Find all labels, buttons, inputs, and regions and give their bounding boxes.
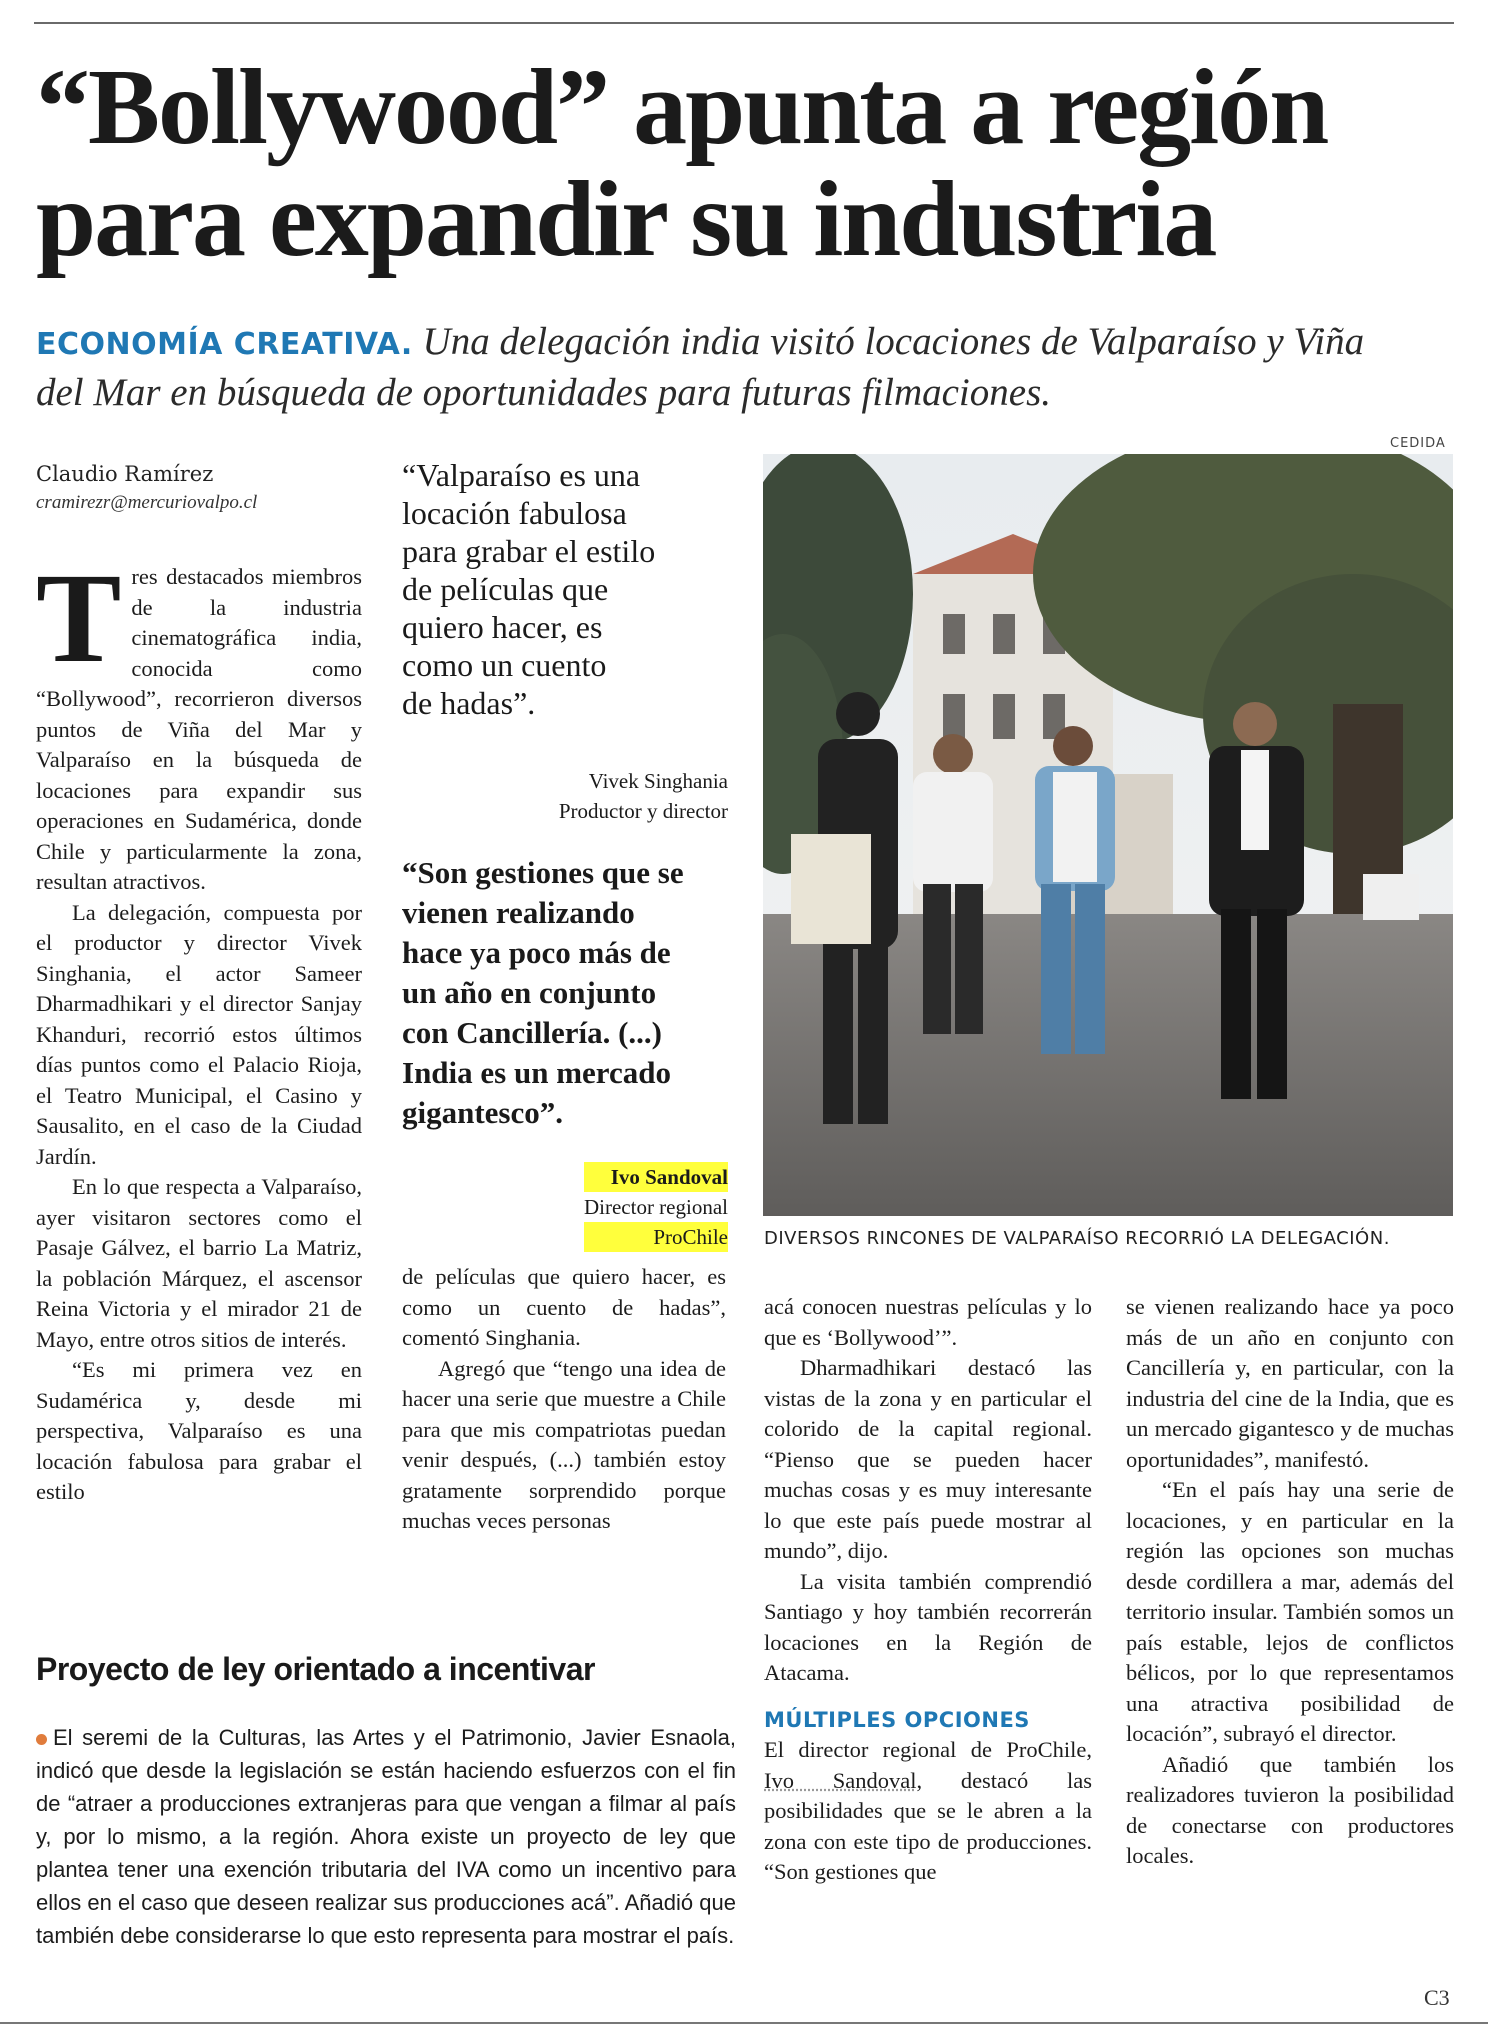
quote-line: un año en conjunto xyxy=(402,975,657,1010)
dek xyxy=(36,318,1456,417)
quote-line: con Cancillería. (...) xyxy=(402,1015,663,1050)
column-3 xyxy=(764,1292,1092,1888)
paragraph xyxy=(764,1735,1092,1888)
box-body xyxy=(36,1721,736,1952)
bottom-rule xyxy=(0,2022,1488,2024)
quote-2-role-org: ProChile xyxy=(584,1222,728,1252)
end-mark: C3 xyxy=(1424,1985,1450,2010)
author-email[interactable]: cramirezr@mercuriovalpo.cl xyxy=(36,492,258,513)
paragraph: Agregó que “tengo una idea de hacer una serie que muestre a Chile para que mis compatriotas puedan venir después, (...) también estoy gratamente sorprendido porque muchas veces personas xyxy=(402,1355,726,1533)
column-1 xyxy=(36,547,362,1508)
quote-line: “Valparaíso es una xyxy=(402,457,641,493)
bullet-icon xyxy=(36,1734,47,1745)
quote-line: vienen realizando xyxy=(402,895,635,930)
column-2 xyxy=(402,1262,726,1537)
headline-line-1: “Bollywood” apunta a región xyxy=(36,48,1328,167)
kicker: ECONOMÍA CREATIVA. xyxy=(36,327,413,362)
drop-cap: T xyxy=(36,547,122,689)
paragraph-text: , destacó las posibilidades que se le abren a la zona con este tipo de producciones. “Son gestiones que xyxy=(764,1767,1093,1884)
quote-2-name-text: Ivo Sandoval xyxy=(584,1162,728,1192)
quote-line: locación fabulosa xyxy=(402,495,627,531)
dek-text-1: Una delegación india visitó locaciones de Valparaíso y Viña xyxy=(422,320,1365,363)
paragraph: de películas que quiero hacer, es como un cuento de hadas”, comentó Singhania. xyxy=(402,1264,726,1350)
headline-line-2: para expandir su industria xyxy=(36,160,1216,279)
dek-line-1 xyxy=(36,318,1456,369)
paragraph: “Es mi primera vez en Sudamérica y, desde mi perspectiva, Valparaíso es una locación fabulosa para grabar el estilo xyxy=(36,1357,362,1504)
paragraph-text: El director regional de ProChile, xyxy=(764,1737,1092,1762)
quote-line: como un cuento xyxy=(402,647,607,683)
quote-line: de hadas”. xyxy=(402,685,536,721)
paragraph: La delegación, compuesta por el productor y director Vivek Singhania, el actor Sameer Dharmadhikari y el director Sanjay Khanduri, recorrió estos últimos días puntos como el Palacio Rioja, el Teatro Municipal, el Casino y Sausalito, en el caso de la Ciudad Jardín. xyxy=(36,899,362,1169)
box-body-text: El seremi de la Culturas, las Artes y el Patrimonio, Javier Esnaola, indicó que desde la legislación se están haciendo esfuerzos con el fin de “atraer a producciones extranjeras para que vengan a filmar al país y, por lo mismo, a la región. Ahora existe un proyecto de ley que plantea tener una exención tributaria del IVA como un incentivo para ellos en el caso que deseen realizar sus producciones acá”. Añadió que también debe considerarse lo que esto representa para mostrar el país. xyxy=(36,1725,736,1948)
top-rule xyxy=(34,22,1454,24)
pull-quote-1 xyxy=(402,456,728,722)
paragraph: Dharmadhikari destacó las vistas de la zona y en particular el colorido de la capital regional. “Pienso que se pueden hacer muchas cosas y es muy interesante lo que este país puede mostrar al mundo”, dijo. xyxy=(764,1355,1092,1563)
quote-1-name: Vivek Singhania xyxy=(588,769,728,793)
photo-credit: CEDIDA xyxy=(1390,436,1446,451)
quote-line: quiero hacer, es xyxy=(402,609,603,645)
quote-line: India es un mercado xyxy=(402,1055,671,1090)
quote-1-attribution xyxy=(559,766,728,826)
quote-line: hace ya poco más de xyxy=(402,935,671,970)
article-photo xyxy=(763,454,1453,1216)
column-4 xyxy=(1126,1292,1454,1872)
quote-line: para grabar el estilo xyxy=(402,533,656,569)
paragraph xyxy=(36,547,362,898)
paragraph: La visita también comprendió Santiago y hoy también recorrerán locaciones en la Región de Atacama. xyxy=(764,1568,1092,1685)
paragraph-text: res destacados miembros de la industria cinematográfica india, conocida como “Bollywood”, recorrieron diversos puntos de Viña del Mar y Valparaíso en la búsqueda de locaciones para expandir sus operaciones en Sudamérica, donde Chile y particularmente la zona, resultan atractivos. xyxy=(36,564,362,894)
dek-line-2: del Mar en búsqueda de oportunidades para futuras filmaciones. xyxy=(36,371,1052,414)
photo-caption: DIVERSOS RINCONES DE VALPARAÍSO RECORRIÓ LA DELEGACIÓN. xyxy=(764,1228,1390,1249)
pull-quote-2 xyxy=(402,853,728,1133)
author-name: Claudio Ramírez xyxy=(36,462,214,486)
quote-2-role xyxy=(584,1192,728,1252)
paragraph: acá conocen nuestras películas y lo que es ‘Bollywood’”. xyxy=(764,1294,1092,1350)
byline xyxy=(36,462,257,514)
quote-2-name xyxy=(584,1162,728,1192)
quote-1-role: Productor y director xyxy=(558,799,728,823)
photo-illustration xyxy=(763,454,1453,1216)
quote-line: gigantesco”. xyxy=(402,1095,564,1130)
paragraph: En lo que respecta a Valparaíso, ayer visitaron sectores como el Pasaje Gálvez, el barrio La Matriz, la población Márquez, el ascensor Reina Victoria y el mirador 21 de Mayo, entre otros sitios de interés. xyxy=(36,1174,362,1352)
subhead: MÚLTIPLES OPCIONES xyxy=(764,1707,1030,1732)
quote-line: de películas que xyxy=(402,571,609,607)
headline xyxy=(36,48,1456,279)
box-title: Proyecto de ley orientado a incentivar xyxy=(36,1651,595,1687)
paragraph: se vienen realizando hace ya poco más de un año en conjunto con Cancillería y, en particular, con la industria del cine de la India, que es un mercado gigantesco y de muchas oportunidades”, manifestó. xyxy=(1126,1294,1454,1472)
paragraph: Añadió que también los realizadores tuvieron la posibilidad de conectarse con productores locales. xyxy=(1126,1751,1454,1868)
quote-line: “Son gestiones que se xyxy=(402,855,684,890)
quote-2-role-prefix: Director regional xyxy=(583,1195,728,1219)
quote-2-attribution xyxy=(584,1162,728,1252)
paragraph: “En el país hay una serie de locaciones, y en particular en la región las opciones son muchas desde cordillera a mar, además del territorio insular. También somos un país estable, lejos de conflictos bélicos, por lo que representamos una atractiva posibilidad de locación”, subrayó el director. xyxy=(1126,1477,1454,1746)
person-name: Ivo Sandoval xyxy=(764,1767,917,1793)
